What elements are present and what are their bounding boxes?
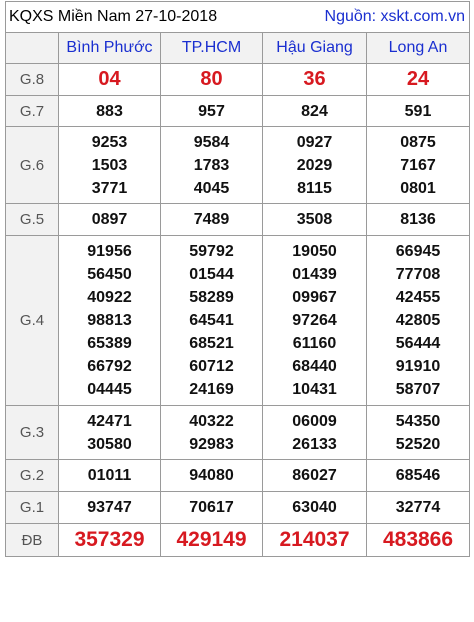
prize-label: G.2 — [6, 460, 59, 492]
prize-number: 0897 — [91, 211, 128, 228]
prize-number: 04 — [98, 68, 121, 90]
prize-cell — [59, 236, 161, 406]
prize-number: 01439 — [292, 266, 337, 283]
prize-number: 54350 — [395, 412, 441, 430]
prize-cell — [263, 204, 367, 236]
lottery-results-table — [5, 1, 470, 557]
prize-cell — [59, 96, 161, 127]
prize-row — [6, 460, 470, 492]
prize-number: 24169 — [189, 381, 234, 398]
prize-number: 63040 — [292, 499, 337, 516]
prize-number: 1503 — [91, 156, 128, 174]
prize-number: 36 — [303, 68, 326, 90]
prize-cell — [161, 492, 263, 524]
prize-cell — [161, 127, 263, 204]
prize-number: 9253 — [91, 133, 128, 151]
prize-row — [6, 406, 470, 460]
prize-cell — [263, 236, 367, 406]
prize-number: 68521 — [189, 335, 234, 352]
prize-cell — [367, 460, 470, 492]
province-binh-phuoc[interactable]: Bình Phước — [59, 33, 161, 64]
prize-label: G.8 — [6, 64, 59, 96]
prize-label: G.3 — [6, 406, 59, 460]
prize-number: 40322 — [189, 412, 234, 430]
prize-number: 10431 — [292, 381, 337, 398]
prize-number: 68440 — [292, 358, 337, 375]
prize-number: 61160 — [292, 335, 337, 352]
prize-number: 56444 — [395, 335, 441, 352]
prize-number: 7167 — [400, 156, 436, 174]
prize-row — [6, 127, 470, 204]
prize-cell — [263, 460, 367, 492]
prize-number: 24 — [406, 68, 430, 90]
prize-number: 0927 — [296, 133, 333, 151]
prize-cell — [367, 96, 470, 127]
prize-number: 59792 — [189, 243, 234, 260]
prize-row — [6, 492, 470, 524]
prize-number: 483866 — [382, 528, 454, 551]
prize-number: 60712 — [189, 358, 234, 375]
prize-number: 883 — [96, 102, 123, 120]
prize-row — [6, 524, 470, 557]
prize-cell — [59, 460, 161, 492]
prize-cell — [59, 204, 161, 236]
prize-number: 80 — [200, 68, 223, 90]
prize-number: 52520 — [395, 435, 441, 453]
prize-number: 40922 — [87, 289, 132, 306]
prize-number: 58707 — [395, 381, 441, 398]
prize-number: 591 — [404, 102, 432, 120]
prize-number: 9584 — [193, 133, 230, 151]
prize-number: 429149 — [176, 528, 247, 551]
prize-cell — [263, 406, 367, 460]
prize-number: 8115 — [297, 179, 332, 197]
prize-number: 0875 — [400, 133, 436, 151]
prize-cell — [59, 127, 161, 204]
prize-number: 91956 — [87, 243, 132, 260]
prize-cell — [263, 96, 367, 127]
prize-number: 94080 — [189, 467, 234, 484]
prize-cell — [367, 204, 470, 236]
prize-number: 8136 — [400, 211, 436, 228]
province-tp-hcm[interactable]: TP.HCM — [161, 33, 263, 64]
prize-number: 91910 — [395, 358, 441, 375]
prize-number: 214037 — [279, 528, 350, 551]
prize-number: 42805 — [395, 312, 441, 329]
prize-number: 58289 — [189, 289, 234, 306]
prize-label: G.1 — [6, 492, 59, 524]
prize-label: G.6 — [6, 127, 59, 204]
prize-number: 97264 — [292, 312, 337, 329]
prize-number: 26133 — [292, 435, 337, 453]
source-link[interactable]: Nguồn: xskt.com.vn — [263, 2, 470, 33]
prize-cell — [59, 524, 161, 557]
prize-number: 01544 — [189, 266, 234, 283]
prize-cell — [161, 524, 263, 557]
prize-number: 66792 — [87, 358, 132, 375]
prize-cell — [367, 406, 470, 460]
prize-number: 957 — [198, 102, 225, 120]
prize-number: 30580 — [87, 435, 132, 453]
prize-cell — [161, 204, 263, 236]
prize-cell — [367, 127, 470, 204]
prize-number: 92983 — [189, 435, 234, 453]
prize-number: 42471 — [87, 412, 132, 430]
prize-cell — [161, 96, 263, 127]
prize-number: 357329 — [74, 528, 145, 551]
prize-cell — [161, 236, 263, 406]
prize-number: 3508 — [296, 211, 333, 228]
prize-number: 77708 — [395, 266, 441, 283]
prize-label: G.7 — [6, 96, 59, 127]
prize-cell — [59, 492, 161, 524]
prize-number: 68546 — [395, 467, 441, 484]
province-row — [6, 33, 470, 64]
prize-cell — [367, 236, 470, 406]
prize-number: 64541 — [189, 312, 234, 329]
prize-number: 70617 — [189, 499, 234, 516]
prize-number: 7489 — [193, 211, 230, 228]
prize-cell — [263, 492, 367, 524]
prize-number: 93747 — [87, 499, 132, 516]
prize-row — [6, 96, 470, 127]
prize-cell — [59, 406, 161, 460]
prize-number: 0801 — [400, 179, 436, 197]
prize-number: 1783 — [193, 156, 230, 174]
prize-row — [6, 236, 470, 406]
prize-cell — [161, 64, 263, 96]
prize-number: 56450 — [87, 266, 132, 283]
prize-number: 01011 — [87, 467, 132, 484]
prize-number: 98813 — [87, 312, 132, 329]
prize-row — [6, 64, 470, 96]
prize-cell — [161, 406, 263, 460]
prize-number: 32774 — [395, 499, 441, 516]
prize-number: 86027 — [292, 467, 337, 484]
prize-cell — [263, 127, 367, 204]
prize-number: 3771 — [91, 179, 128, 197]
prize-cell — [367, 524, 470, 557]
prize-number: 824 — [301, 102, 328, 120]
page-title: KQXS Miền Nam 27-10-2018 — [6, 2, 263, 33]
corner-cell — [6, 33, 59, 64]
prize-cell — [263, 64, 367, 96]
prize-cell — [59, 64, 161, 96]
prize-number: 4045 — [193, 179, 230, 197]
prize-number: 66945 — [395, 243, 441, 260]
province-hau-giang[interactable]: Hậu Giang — [263, 33, 367, 64]
province-long-an[interactable]: Long An — [367, 33, 470, 64]
prize-cell — [367, 492, 470, 524]
prize-cell — [367, 64, 470, 96]
prize-cell — [263, 524, 367, 557]
prize-number: 42455 — [395, 289, 441, 306]
prize-number: 19050 — [292, 243, 337, 260]
prize-label: G.4 — [6, 236, 59, 406]
prize-number: 65389 — [87, 335, 132, 352]
prize-cell — [161, 460, 263, 492]
prize-label: ĐB — [6, 524, 59, 557]
prize-number: 04445 — [87, 381, 132, 398]
prize-number: 2029 — [296, 156, 333, 174]
header-row — [6, 2, 470, 33]
prize-number: 06009 — [292, 412, 337, 430]
prize-row — [6, 204, 470, 236]
prize-label: G.5 — [6, 204, 59, 236]
prize-number: 09967 — [292, 289, 337, 306]
